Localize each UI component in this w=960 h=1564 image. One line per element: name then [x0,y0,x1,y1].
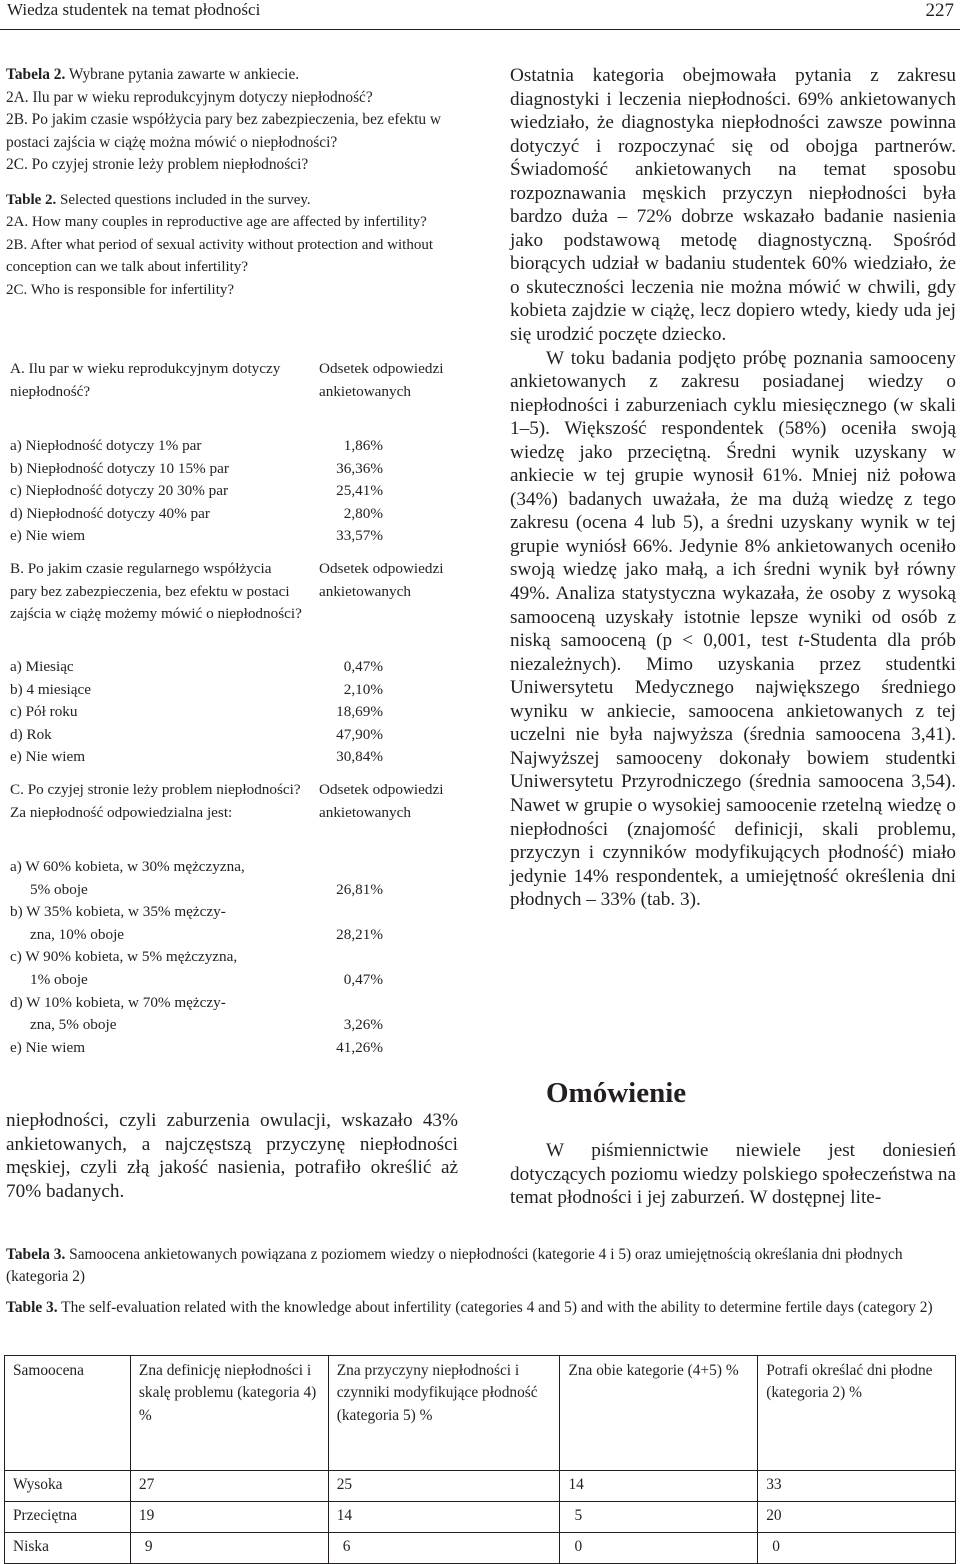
answer-text: d) Niepłodność dotyczy 40% par [10,504,210,522]
table2-label-en: Table 2. [6,191,57,208]
answer-text [10,856,310,901]
answer-text-line: c) W 90% kobieta, w 5% mężczyzna, [10,948,238,966]
table2-caption-block [6,64,458,301]
answer-row [10,901,460,946]
table-header-row [5,1356,956,1471]
table-cell: 33 [758,1471,956,1502]
table2-question-pl: 2A. Ilu par w wieku reprodukcyjnym dotyczy niepłodność? [6,88,373,106]
table3-caption-pl [6,1244,952,1289]
table3-title-en: The self-evaluation related with the knowledge about infertility (categories 4 and 5) and with the ability to determine fertile days (category 2) [57,1298,933,1316]
table3-label-pl: Tabela 3. [6,1246,66,1263]
table-header-cell: Zna obie kategorie (4+5) % [560,1356,758,1471]
table3-label-en: Table 3. [6,1298,58,1316]
header-rule [0,29,960,30]
answer-text-line: a) W 60% kobieta, w 30% mężczyzna, [10,858,245,875]
answer-value: 0,47% [343,970,383,988]
table2-question-en: 2B. After what period of sexual activity without protection and without conception can we talk about infertility? [6,236,433,276]
answer-value: 18,69% [336,703,383,721]
table2-caption-en [6,189,458,211]
answer-row [10,701,460,724]
answer-row [10,656,460,679]
answer-row [10,480,460,503]
table-cell: 0 [758,1533,956,1564]
answer-value: 26,81% [336,880,383,898]
table-cell: Niska [5,1533,131,1564]
page-number: 227 [925,0,954,21]
answer-text: c) Pół roku [10,703,78,721]
answer-row [10,679,460,702]
answer-value: 2,10% [343,680,383,698]
table-cell: 25 [328,1471,560,1502]
answer-row [10,856,460,901]
question-b-column-header: Odsetek odpowiedzi ankietowanych [319,560,444,600]
question-b-answers [10,656,460,769]
table-cell: 9 [130,1533,328,1564]
table-cell: 6 [328,1533,560,1564]
answer-text: b) 4 miesiące [10,680,91,698]
table3 [4,1355,956,1564]
table2-title-pl: Wybrane pytania zawarte w ankiecie. [65,66,300,83]
answer-row [10,458,460,481]
table-cell: 14 [328,1502,560,1533]
answer-text [10,946,310,991]
answer-text-line: 5% oboje [30,880,88,898]
table2-question-pl: 2B. Po jakim czasie współżycia pary bez zabezpieczenia, bez efektu w postaci zajścia w ciążę można mówić o niepłodności? [6,111,442,151]
answer-row [10,992,460,1037]
answer-text-line: zna, 5% oboje [30,1016,117,1034]
table2-question-pl: 2C. Po czyjej stronie leży problem niepłodności? [6,156,309,174]
table2-caption-en-block [6,189,458,301]
table-row [5,1471,956,1502]
answer-row [10,946,460,991]
answer-row [10,746,460,769]
table-cell: 5 [560,1502,758,1533]
question-a-answers [10,435,460,548]
table2-title-en: Selected questions included in the survey. [56,191,311,208]
table2-caption-pl [6,64,458,87]
table-cell: 19 [130,1502,328,1533]
table-cell: Przeciętna [5,1502,131,1533]
answer-row [10,525,460,548]
table-header-cell: Potrafi określać dni płodne (kategoria 2) % [758,1356,956,1471]
answer-value: 0,47% [343,658,383,675]
answer-text: e) Nie wiem [10,527,86,545]
body-paragraph: W piśmiennictwie niewiele jest doniesień dotyczących poziomu wiedzy polskiego społeczeństwa na temat płodności i jej zaburzeń. W dostępnej lite- [510,1140,956,1209]
table-cell: 20 [758,1502,956,1533]
answer-text-line: 1% oboje [30,970,88,988]
answer-text: a) Niepłodność dotyczy 1% par [10,437,202,454]
answer-value: 2,80% [343,504,383,522]
table2-question-en: 2C. Who is responsible for infertility? [6,281,235,298]
answer-value: 1,86% [343,437,383,454]
body-paragraph: Ostatnia kategoria obejmowała pytania z zakresu diagnostyki i leczenia niepłodności. 69% ankietowanych wiedziało, że diagnostyka niepłodności zawsze powinna dotyczyć i rozpoczynać się od obojga partnerów. Świadomość ankietowanych na temat sposobu rozpoznawania męskich przyczyn niepłodności była bardzo duża – 72% dobrze wskazało badanie nasienia jako podstawową metodę diagnostyczną. Spośród biorących udział w badaniu studentek 60% wiedziało, że o skuteczności leczenia nie można mówić w chwili, gdy kobieta zajdzie w ciążę, lecz dopiero wtedy, kiedy uda jej się urodzić poczęte dziecko. [510,65,956,346]
answer-text: d) Rok [10,725,52,743]
answer-text [10,901,310,946]
question-c-answers [10,856,460,1059]
answer-row [10,503,460,526]
answer-text [10,992,310,1037]
answer-value: 30,84% [336,748,383,766]
answer-text-line: d) W 10% kobieta, w 70% mężczy- [10,993,226,1011]
body-paragraph [510,347,956,912]
answer-text: e) Nie wiem [10,748,86,766]
question-c-column-header: Odsetek odpowiedzi ankietowanych [319,781,444,821]
table-cell: 0 [560,1533,758,1564]
table-cell: Wysoka [5,1471,131,1502]
answer-value: 3,26% [343,1016,383,1034]
answer-text-line: b) W 35% kobieta, w 35% mężczy- [10,903,226,921]
answer-value: 41,26% [336,1038,383,1056]
answer-text: e) Nie wiem [10,1038,86,1056]
answer-row [10,724,460,747]
answer-value: 47,90% [336,725,383,743]
answer-value: 25,41% [336,482,383,500]
table2-question-en: 2A. How many couples in reproductive age are affected by infertility? [6,214,427,231]
answer-row [10,435,460,458]
table3-caption-block [6,1244,952,1327]
table-row [5,1502,956,1533]
right-column-text [510,64,956,912]
question-c-text: C. Po czyjej stronie leży problem niepłodności? Za niepłodność odpowiedzialna jest: [10,781,301,821]
answer-value: 28,21% [336,925,383,943]
table-header-cell: Samoocena [5,1356,131,1471]
answer-text-line: zna, 10% oboje [30,925,125,943]
italic-t: t [798,630,804,652]
paragraph-part: -Studenta dla prób niezależnych). Mimo uzyskania przez studentki Uniwersytetu Medycznego największego średniego wyniku w ankiecie, samoocena ankietowanych z tej uczelni nie była najwyższa (średnia samoocena 3,41). Najwyższej samooceny dokonały bowiem studentki Uniwersytetu Przyrodniczego (średnia samoocena 3,54). Nawet w grupie o wysokiej samoocenie rzetelną wiedzę o niepłodności (znajomość definicji, skali problemu, przyczyn i czynników modyfikujących płodność) miało jedynie 14% respondentek, a umiejętność określenia dni płodnych – 33% (tab. 3). [510,630,956,911]
answer-text: a) Miesiąc [10,658,74,675]
table3-title-pl: Samoocena ankietowanych powiązana z poziomem wiedzy o niepłodności (kategorie 4 i 5) oraz umiejętnością określania dni płodnych (kategoria 2) [6,1246,903,1286]
table2-label-pl: Tabela 2. [6,66,66,83]
question-a-column-header: Odsetek odpowiedzi ankietowanych [319,360,444,400]
table-header-cell: Zna przyczyny niepłodności i czynniki modyfikujące płodność (kategoria 5) % [328,1356,560,1471]
table-cell: 14 [560,1471,758,1502]
section-heading: Omówienie [546,1077,687,1109]
table-header-cell: Zna definicję niepłodności i skalę problemu (kategoria 4) % [130,1356,328,1471]
question-a-text: A. Ilu par w wieku reprodukcyjnym dotyczy niepłodność? [10,360,281,400]
table3-caption-en [6,1297,952,1319]
question-b-text: B. Po jakim czasie regularnego współżycia pary bez zabezpieczenia, bez efektu w postaci zajścia w ciążę możemy mówić o niepłodności? [10,560,302,622]
table-row [5,1533,956,1564]
answer-row [10,1037,460,1060]
running-title: Wiedza studentek na temat płodności [7,0,261,19]
table-cell: 27 [130,1471,328,1502]
left-body-paragraph: niepłodności, czyli zaburzenia owulacji, wskazało 43% ankietowanych, a najczęstszą przyczynę niepłodności męskiej, czyli złą jakość nasienia, potrafiło określić aż 70% badanych. [6,1110,458,1202]
answer-value: 36,36% [336,459,383,477]
answer-text: c) Niepłodność dotyczy 20 30% par [10,482,229,500]
answer-value: 33,57% [336,527,383,545]
paragraph-part: W toku badania podjęto próbę poznania samooceny ankietowanych z zakresu posiadanej wiedzy o niepłodności i zaburzeniach cyklu miesięcznego (w skali 1–5). Większość respondentek (58%) oceniła swoją wiedzę jako przeciętną. Średni wynik uzyskany w ankiecie w tej grupie wynosił 61%. Mniej niż połowa (34%) badanych uważała, że ma dużą wiedzę z tego zakresu (ocena 4 lub 5), a średni uzyskany wynik w tej grupie wyniósł 66%. Jedynie 8% ankietowanych oceniło swoją wiedzę jako małą, a ich średni wynik był równy 49%. Analiza statystyczna wykazała, że osoby z wysoką samooceną uzyskały istotnie lepsze wyniki od osób z niską samooceną (p < 0,001, test [510,347,956,652]
answer-text: b) Niepłodność dotyczy 10 15% par [10,459,229,477]
